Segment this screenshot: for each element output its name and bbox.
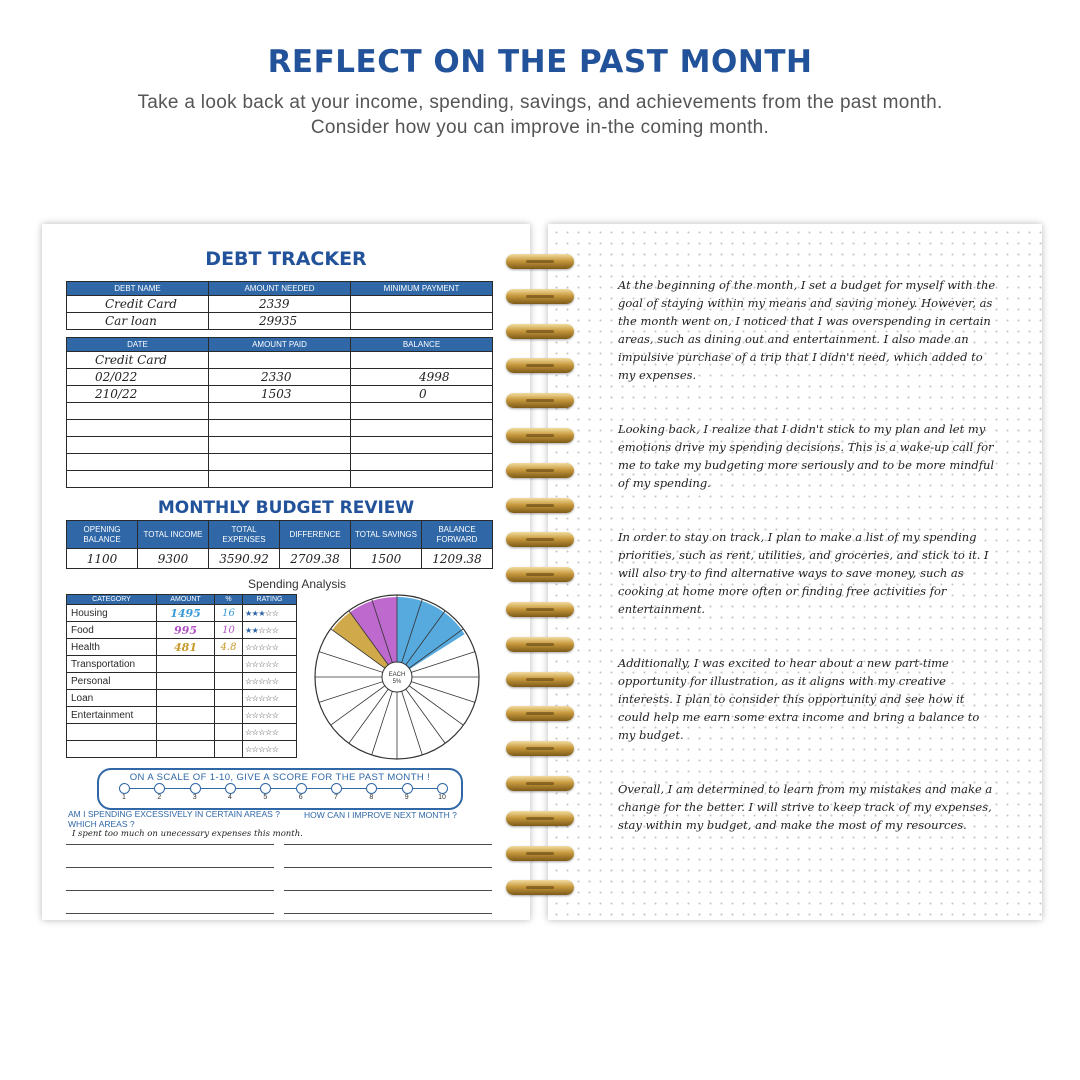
score-option[interactable] bbox=[296, 783, 307, 794]
table-cell[interactable] bbox=[209, 352, 351, 369]
table-cell[interactable] bbox=[67, 471, 209, 488]
score-option[interactable] bbox=[154, 783, 165, 794]
table-cell[interactable] bbox=[351, 420, 493, 437]
table-row bbox=[67, 673, 297, 690]
spiral-ring bbox=[506, 741, 574, 756]
rating-stars[interactable] bbox=[243, 656, 297, 673]
table-row bbox=[67, 437, 493, 454]
spending-category: Personal bbox=[67, 673, 157, 690]
budget-header-opening: OPENING BALANCE bbox=[67, 521, 138, 549]
budget-header-difference: DIFFERENCE bbox=[280, 521, 351, 549]
score-scale-label: ON A SCALE OF 1-10, GIVE A SCORE FOR THE PAST MONTH ! bbox=[129, 772, 431, 783]
budget-header-income: TOTAL INCOME bbox=[138, 521, 209, 549]
spending-category: Health bbox=[67, 639, 157, 656]
table-cell[interactable]: Credit Card bbox=[67, 352, 209, 369]
table-row bbox=[67, 471, 493, 488]
page-subtitle: Take a look back at your income, spending, savings, and achievements from the past month. Consider how you can improve in-the coming month. bbox=[137, 92, 943, 138]
spending-header-percent: % bbox=[215, 595, 243, 605]
table-cell[interactable] bbox=[209, 471, 351, 488]
spiral-ring bbox=[506, 324, 574, 339]
star-icon: ☆☆☆☆☆ bbox=[245, 693, 279, 703]
journal-paragraph[interactable]: Looking back, I realize that I didn't stick to my plan and let my emotions drive my spending decisions. This is a wake-up call for me to take my budgeting more seriously and to be more mindful of my spending. bbox=[618, 422, 995, 490]
journal-paragraph[interactable]: At the beginning of the month, I set a budget for myself with the goal of staying within my means and saving money. However, as the month went on, I noticed that I was overspending in certain areas, such as dining out and entertainment. I also made an impulsive purchase of a trip that I didn't need, which added to my expenses. bbox=[618, 278, 996, 382]
writing-line[interactable] bbox=[66, 867, 274, 868]
table-cell[interactable]: 1209.38 bbox=[422, 549, 493, 569]
spiral-ring bbox=[506, 428, 574, 443]
writing-line[interactable] bbox=[66, 890, 274, 891]
spending-wheel-svg bbox=[312, 592, 482, 762]
rating-stars[interactable] bbox=[243, 724, 297, 741]
spending-percent[interactable] bbox=[215, 690, 243, 707]
table-cell[interactable] bbox=[209, 403, 351, 420]
table-cell[interactable]: 210/22 bbox=[67, 386, 209, 403]
spending-percent[interactable]: 4.8 bbox=[215, 639, 243, 656]
table-row bbox=[67, 690, 297, 707]
rating-stars[interactable] bbox=[243, 707, 297, 724]
table-cell[interactable] bbox=[209, 454, 351, 471]
spending-percent[interactable] bbox=[215, 707, 243, 724]
spending-category: Housing bbox=[67, 605, 157, 622]
question-excessive-spending: AM I SPENDING EXCESSIVELY IN CERTAIN AREAS ? WHICH AREAS ? bbox=[68, 809, 280, 829]
score-option[interactable] bbox=[437, 783, 448, 794]
score-scale bbox=[97, 768, 463, 810]
spending-header-amount: AMOUNT bbox=[157, 595, 215, 605]
question-improve: HOW CAN I IMPROVE NEXT MONTH ? bbox=[304, 810, 457, 820]
page-title: REFLECT ON THE PAST MONTH bbox=[267, 44, 813, 80]
journal-paragraph[interactable]: Additionally, I was excited to hear about a new part-time opportunity for illustration, as it aligns with my creative interests. I plan to consider this opportunity and see how it could help me earn some extra income and bring a balance to my budget. bbox=[618, 656, 980, 742]
star-icon: ★★★ bbox=[245, 608, 266, 618]
wheel-center-label: EACH bbox=[388, 672, 406, 678]
table-row bbox=[67, 549, 493, 569]
spiral-ring bbox=[506, 706, 574, 721]
table-row bbox=[67, 605, 297, 622]
table-cell[interactable]: 3590.92 bbox=[209, 549, 280, 569]
writing-line[interactable] bbox=[284, 890, 492, 891]
spiral-ring bbox=[506, 776, 574, 791]
wheel-center-label: 5% bbox=[392, 679, 402, 685]
star-icon: ☆☆☆☆☆ bbox=[245, 659, 279, 669]
score-option[interactable] bbox=[402, 783, 413, 794]
table-cell[interactable] bbox=[351, 454, 493, 471]
table-row bbox=[67, 454, 493, 471]
spending-amount[interactable] bbox=[157, 690, 215, 707]
budget-review-table bbox=[66, 520, 493, 569]
table-cell[interactable]: 2330 bbox=[209, 369, 351, 386]
spending-percent[interactable] bbox=[215, 741, 243, 758]
table-row bbox=[67, 639, 297, 656]
budget-header-forward: BALANCE FORWARD bbox=[422, 521, 493, 549]
table-row bbox=[67, 369, 493, 386]
table-cell[interactable] bbox=[351, 296, 493, 313]
payments-table bbox=[66, 337, 493, 488]
score-option[interactable] bbox=[190, 783, 201, 794]
score-number: 6 bbox=[298, 794, 303, 801]
rating-stars[interactable] bbox=[243, 690, 297, 707]
table-cell[interactable]: 1500 bbox=[351, 549, 422, 569]
score-option[interactable] bbox=[366, 783, 377, 794]
spending-table bbox=[66, 594, 297, 758]
table-cell[interactable] bbox=[67, 437, 209, 454]
score-number: 7 bbox=[334, 794, 338, 801]
spending-header-rating: RATING bbox=[243, 595, 297, 605]
score-number: 8 bbox=[369, 794, 374, 801]
table-cell[interactable] bbox=[351, 313, 493, 330]
spiral-ring bbox=[506, 567, 574, 582]
rating-stars[interactable] bbox=[243, 605, 297, 622]
spiral-ring bbox=[506, 637, 574, 652]
writing-line[interactable] bbox=[66, 844, 274, 845]
spending-amount[interactable]: 995 bbox=[157, 622, 215, 639]
journal-paragraph[interactable]: In order to stay on track, I plan to make a list of my spending priorities, such as rent, utilities, and groceries, and stick to it. I will also try to find alternative ways to save money, such as cooking at home more often or finding free activities for entertainment. bbox=[618, 530, 989, 616]
payments-header-paid: AMOUNT PAID bbox=[209, 338, 351, 352]
spiral-ring bbox=[506, 254, 574, 269]
table-row bbox=[67, 420, 493, 437]
spending-wheel bbox=[312, 592, 482, 762]
rating-stars[interactable] bbox=[243, 639, 297, 656]
spending-header-category: CATEGORY bbox=[67, 595, 157, 605]
spiral-ring bbox=[506, 811, 574, 826]
score-option[interactable] bbox=[331, 783, 342, 794]
debt-header-amount: AMOUNT NEEDED bbox=[209, 282, 351, 296]
star-icon: ☆☆☆☆☆ bbox=[245, 710, 279, 720]
writing-line[interactable] bbox=[284, 913, 492, 914]
spiral-ring bbox=[506, 602, 574, 617]
spending-percent[interactable]: 10 bbox=[215, 622, 243, 639]
table-cell[interactable] bbox=[351, 471, 493, 488]
spending-percent[interactable]: 16 bbox=[215, 605, 243, 622]
spiral-ring bbox=[506, 463, 574, 478]
score-number: 2 bbox=[157, 794, 162, 801]
star-icon: ★★ bbox=[245, 625, 259, 635]
answer-excessive-spending[interactable]: I spent too much on unecessary expenses this month. bbox=[72, 829, 303, 839]
spiral-ring bbox=[506, 880, 574, 895]
spiral-ring bbox=[506, 672, 574, 687]
table-row bbox=[67, 622, 297, 639]
table-row bbox=[67, 724, 297, 741]
debt-tracker-title: DEBT TRACKER bbox=[205, 248, 367, 270]
score-number: 3 bbox=[192, 794, 197, 801]
spending-category bbox=[67, 724, 157, 741]
spending-amount[interactable]: 481 bbox=[157, 639, 215, 656]
table-cell[interactable] bbox=[67, 420, 209, 437]
spending-analysis-title: Spending Analysis bbox=[247, 577, 347, 591]
star-icon: ☆☆☆☆☆ bbox=[245, 727, 279, 737]
journal-paragraph[interactable]: Overall, I am determined to learn from my mistakes and make a change for the better. I will strive to keep track of my expenses, stay within my budget, and make the most of my resources. bbox=[618, 782, 993, 832]
table-cell[interactable] bbox=[351, 352, 493, 369]
table-cell[interactable] bbox=[67, 403, 209, 420]
star-icon: ☆☆☆☆☆ bbox=[245, 676, 279, 686]
right-page bbox=[548, 224, 1042, 920]
table-cell[interactable]: 2339 bbox=[209, 296, 351, 313]
table-row bbox=[67, 386, 493, 403]
score-number: 10 bbox=[438, 794, 446, 801]
table-cell[interactable] bbox=[209, 437, 351, 454]
table-row bbox=[67, 296, 493, 313]
writing-line[interactable] bbox=[284, 867, 492, 868]
table-row bbox=[67, 741, 297, 758]
wheel-fill-segment bbox=[397, 597, 465, 677]
table-cell[interactable] bbox=[351, 403, 493, 420]
table-cell[interactable]: 4998 bbox=[351, 369, 493, 386]
spiral-ring bbox=[506, 846, 574, 861]
spending-category: Entertainment bbox=[67, 707, 157, 724]
table-cell[interactable]: Car loan bbox=[67, 313, 209, 330]
score-number: 4 bbox=[228, 794, 232, 801]
rating-stars[interactable] bbox=[243, 673, 297, 690]
spending-percent[interactable] bbox=[215, 724, 243, 741]
table-cell[interactable] bbox=[351, 437, 493, 454]
table-cell[interactable]: 29935 bbox=[209, 313, 351, 330]
debt-table bbox=[66, 281, 493, 330]
rating-stars[interactable] bbox=[243, 741, 297, 758]
score-number: 1 bbox=[122, 794, 126, 801]
spending-amount[interactable] bbox=[157, 707, 215, 724]
table-row bbox=[67, 352, 493, 369]
table-row bbox=[67, 313, 493, 330]
table-cell[interactable]: 1100 bbox=[67, 549, 138, 569]
star-icon: ☆☆☆☆☆ bbox=[245, 642, 279, 652]
spending-amount[interactable]: 1495 bbox=[157, 605, 215, 622]
table-cell[interactable]: 1503 bbox=[209, 386, 351, 403]
star-icon: ☆☆☆☆☆ bbox=[245, 744, 279, 754]
score-track bbox=[124, 788, 442, 789]
star-icon: ☆☆ bbox=[265, 608, 279, 618]
spending-percent[interactable] bbox=[215, 673, 243, 690]
score-option[interactable] bbox=[119, 783, 130, 794]
budget-review-title: MONTHLY BUDGET REVIEW bbox=[157, 498, 415, 518]
table-cell[interactable]: Credit Card bbox=[67, 296, 209, 313]
spiral-ring bbox=[506, 289, 574, 304]
rating-stars[interactable] bbox=[243, 622, 297, 639]
table-cell[interactable]: 0 bbox=[351, 386, 493, 403]
table-cell[interactable]: 2709.38 bbox=[280, 549, 351, 569]
table-cell[interactable]: 9300 bbox=[138, 549, 209, 569]
debt-header-name: DEBT NAME bbox=[67, 282, 209, 296]
table-cell[interactable]: 02/022 bbox=[67, 369, 209, 386]
spending-category bbox=[67, 741, 157, 758]
spending-percent[interactable] bbox=[215, 656, 243, 673]
spending-category: Food bbox=[67, 622, 157, 639]
table-row bbox=[67, 707, 297, 724]
payments-header-balance: BALANCE bbox=[351, 338, 493, 352]
table-cell[interactable] bbox=[209, 420, 351, 437]
debt-header-minimum: MINIMUM PAYMENT bbox=[351, 282, 493, 296]
spending-category: Transportation bbox=[67, 656, 157, 673]
table-cell[interactable] bbox=[67, 454, 209, 471]
spiral-ring bbox=[506, 393, 574, 408]
spiral-ring bbox=[506, 358, 574, 373]
score-number: 5 bbox=[263, 794, 268, 801]
spending-amount[interactable] bbox=[157, 673, 215, 690]
spiral-ring bbox=[506, 498, 574, 513]
writing-line[interactable] bbox=[66, 913, 274, 914]
spending-amount[interactable] bbox=[157, 724, 215, 741]
spending-amount[interactable] bbox=[157, 741, 215, 758]
budget-header-savings: TOTAL SAVINGS bbox=[351, 521, 422, 549]
table-row bbox=[67, 403, 493, 420]
star-icon: ☆☆☆ bbox=[258, 625, 279, 635]
score-option[interactable] bbox=[260, 783, 271, 794]
table-row bbox=[67, 656, 297, 673]
budget-header-expenses: TOTAL EXPENSES bbox=[209, 521, 280, 549]
spending-amount[interactable] bbox=[157, 656, 215, 673]
writing-line[interactable] bbox=[284, 844, 492, 845]
spending-category: Loan bbox=[67, 690, 157, 707]
payments-header-date: DATE bbox=[67, 338, 209, 352]
score-option[interactable] bbox=[225, 783, 236, 794]
score-number: 9 bbox=[404, 794, 409, 801]
spiral-ring bbox=[506, 532, 574, 547]
left-page bbox=[42, 224, 530, 920]
